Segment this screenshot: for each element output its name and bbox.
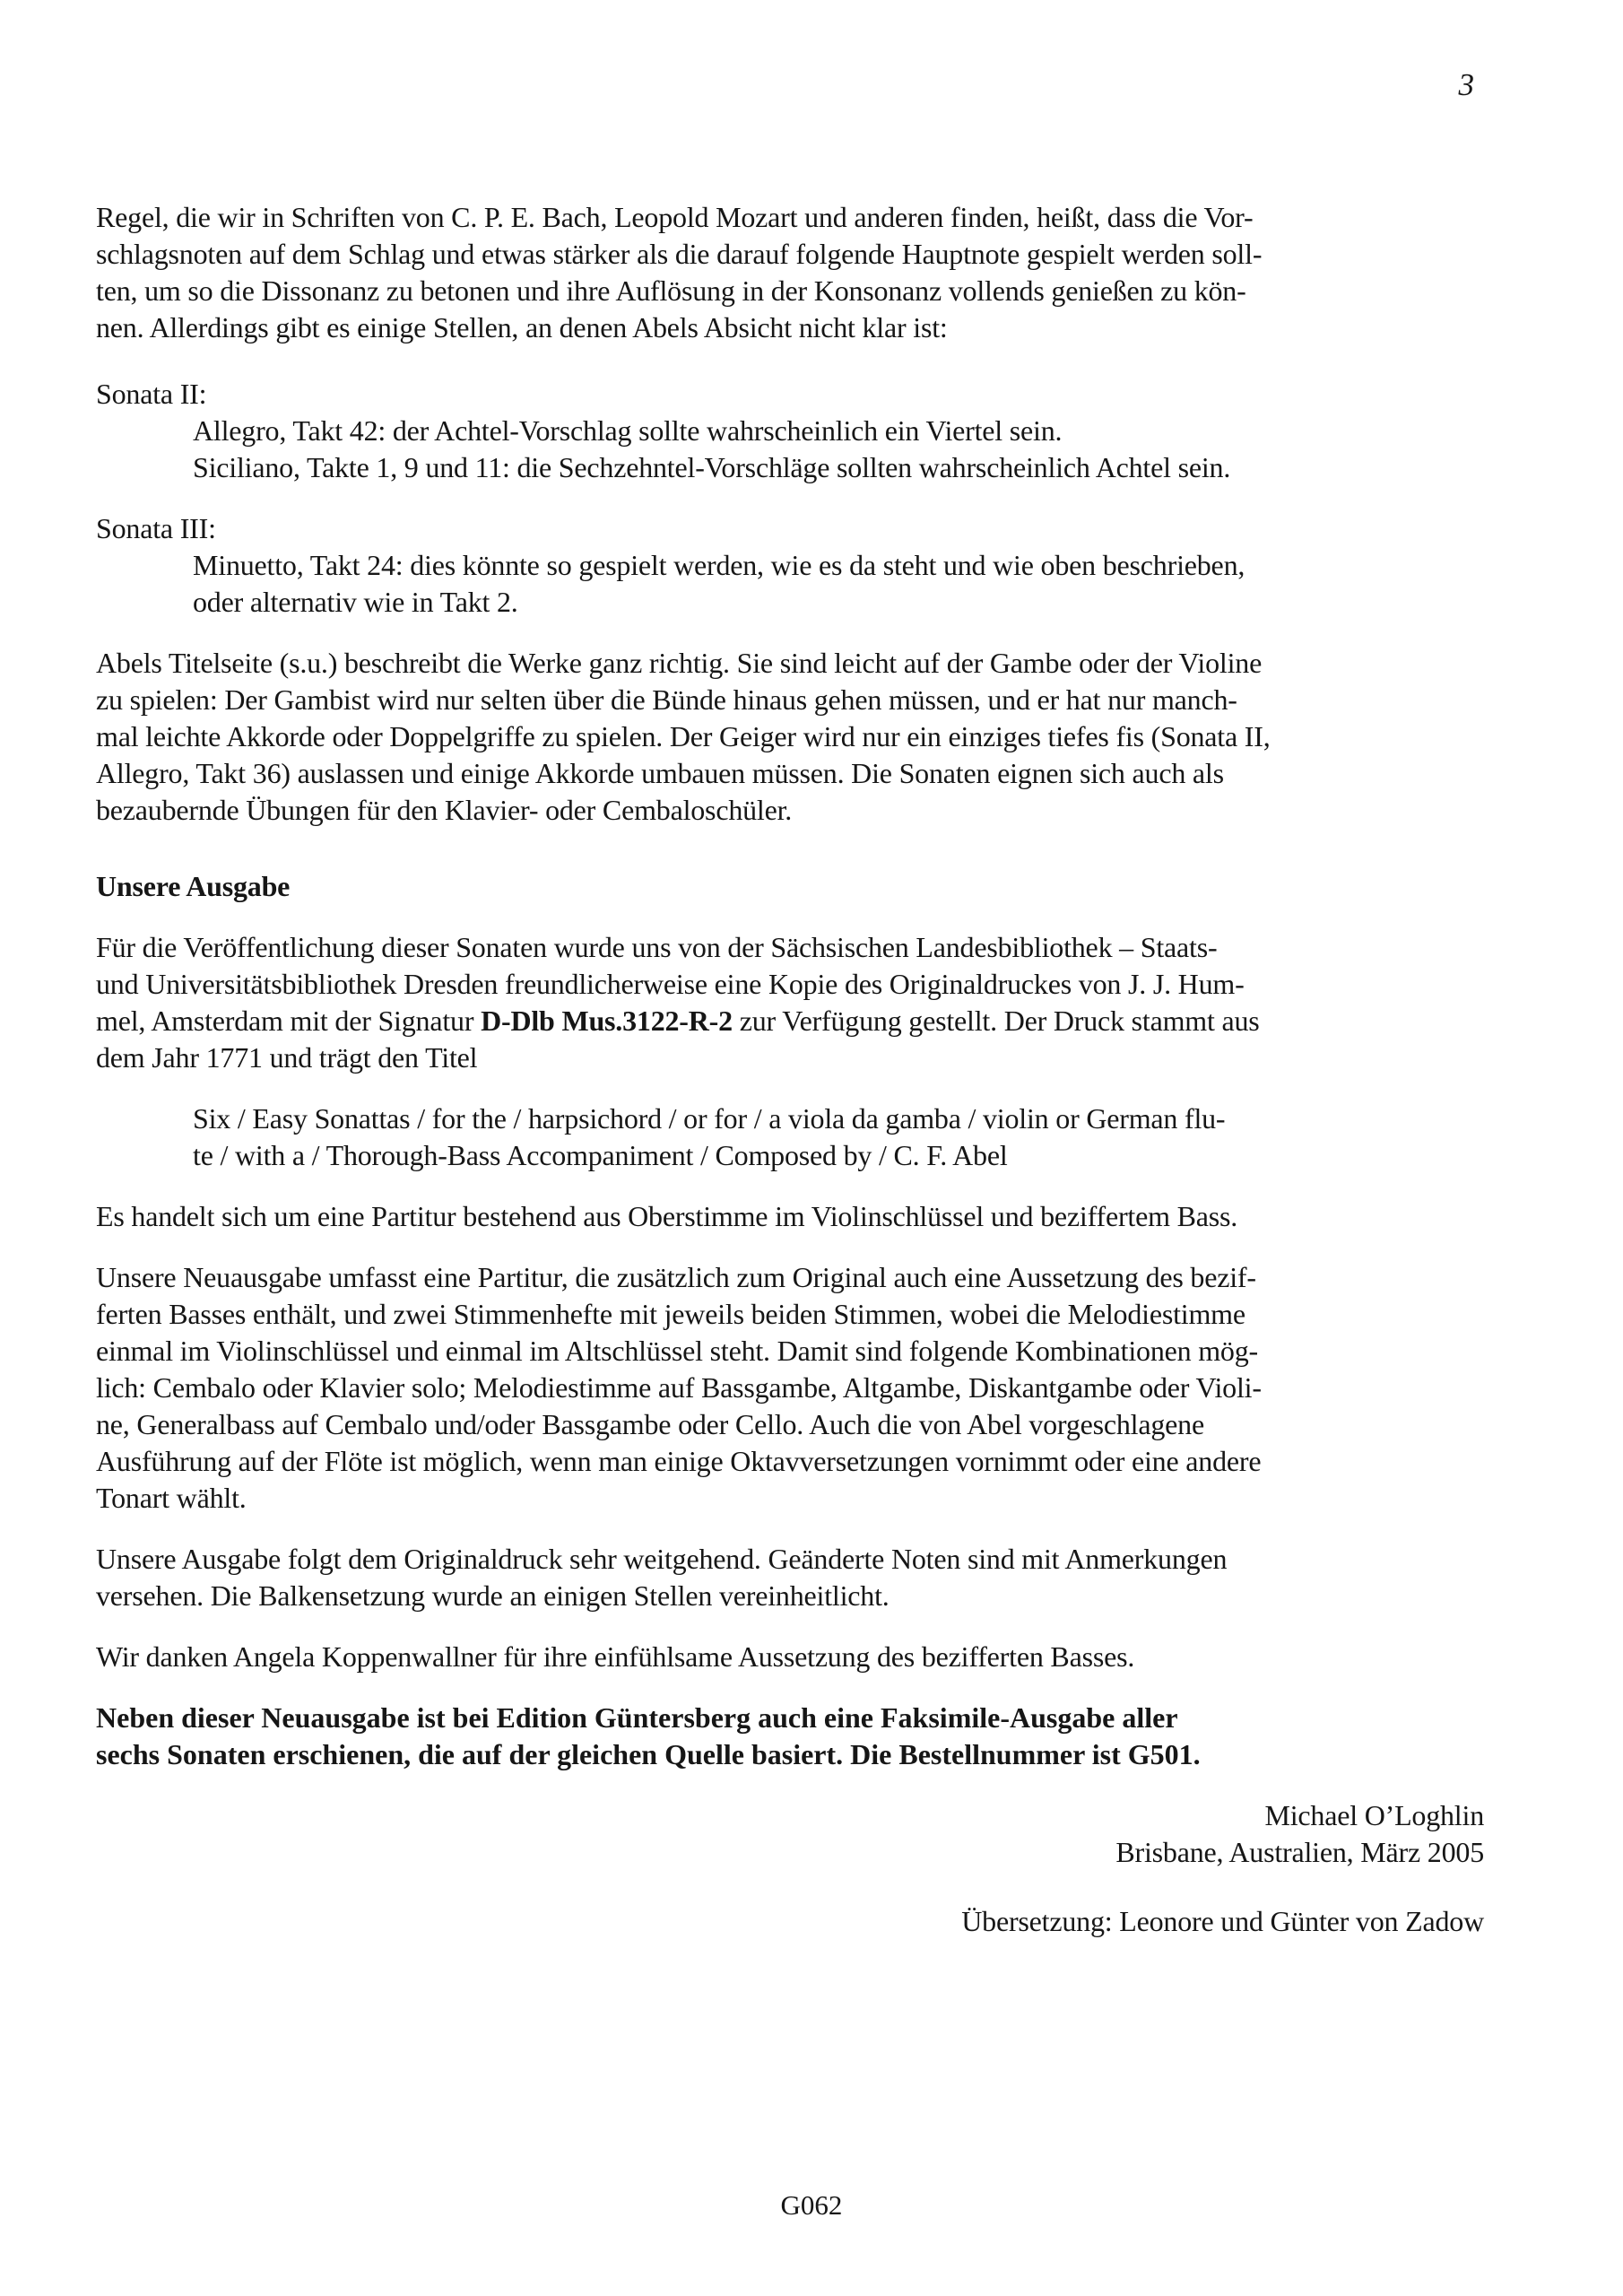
text-line: nen. Allerdings gibt es einige Stellen, an denen Abels Absicht nicht klar ist: [96,311,948,344]
text-line: Unsere Neuausgabe umfasst eine Partitur, die zusätzlich zum Original auch eine Aussetzung des bezif- [96,1261,1256,1293]
text-line: Ausführung auf der Flöte ist möglich, wenn man einige Oktavversetzungen vornimmt oder eine andere [96,1445,1262,1477]
text-line: ten, um so die Dissonanz zu betonen und ihre Auflösung in der Konsonanz vollends genießen zu kön- [96,274,1246,307]
footer-code: G062 [780,2189,843,2221]
sonata3-label: Sonata III: [96,512,216,544]
page-number: 3 [1458,67,1474,102]
text-line: oder alternativ wie in Takt 2. [193,586,518,618]
text-line: Abels Titelseite (s.u.) beschreibt die Werke ganz richtig. Sie sind leicht auf der Gambe oder der Violine [96,647,1263,679]
text-line: Siciliano, Takte 1, 9 und 11: die Sechzehntel-Vorschläge sollten wahrscheinlich Achtel sein. [193,451,1231,483]
paragraph-faksimile [96,1700,1484,1773]
text-line: te / with a / Thorough-Bass Accompaniment / Composed by / C. F. Abel [193,1139,1008,1171]
text-line: bezaubernde Übungen für den Klavier- oder Cembaloschüler. [96,794,793,826]
signature-name: Michael O’Loghlin [1264,1799,1484,1831]
text-line: Tonart wählt. [96,1482,247,1514]
sonata2-section [96,376,1484,486]
text-line: einmal im Violinschlüssel und einmal im Altschlüssel steht. Damit sind folgende Kombinationen mög- [96,1335,1258,1367]
text-line: Regel, die wir in Schriften von C. P. E. Bach, Leopold Mozart und anderen finden, heißt, dass die Vor- [96,201,1254,233]
text-line: dem Jahr 1771 und trägt den Titel [96,1041,478,1074]
text-line: Für die Veröffentlichung dieser Sonaten wurde uns von der Sächsischen Landesbibliothek – Staats- [96,931,1218,963]
text-line: schlagsnoten auf dem Schlag und etwas stärker als die darauf folgende Hauptnote gespielt werden soll- [96,238,1263,270]
page-content [96,199,1484,1940]
paragraph-intro [96,199,1484,346]
text-line: lich: Cembalo oder Klavier solo; Melodiestimme auf Bassgambe, Altgambe, Diskantgambe oder Violi- [96,1371,1262,1404]
title-quote [96,1100,1484,1174]
paragraph-folgt [96,1541,1484,1614]
text-line: Unsere Ausgabe folgt dem Originaldruck sehr weitgehend. Geänderte Noten sind mit Anmerkungen [96,1543,1228,1575]
paragraph-source [96,929,1484,1076]
text-line: ne, Generalbass auf Cembalo und/oder Bassgambe oder Cello. Auch die von Abel vorgeschlagene [96,1408,1204,1440]
text-line: Six / Easy Sonattas / for the / harpsichord / or for / a viola da gamba / violin or German flu- [193,1102,1226,1135]
sonata3-section [96,510,1484,621]
text-segment: zur Verfügung gestellt. Der Druck stammt aus [732,1004,1260,1037]
section-heading: Unsere Ausgabe [96,870,291,902]
text-line: versehen. Die Balkensetzung wurde an einigen Stellen vereinheitlicht. [96,1579,890,1612]
signature-place-date: Brisbane, Australien, März 2005 [1115,1836,1484,1868]
text-line: Allegro, Takt 42: der Achtel-Vorschlag sollte wahrscheinlich ein Viertel sein. [193,414,1063,447]
paragraph-titelseite [96,645,1484,829]
sonata2-items [96,413,1484,486]
paragraph-dank: Wir danken Angela Koppenwallner für ihre einfühlsame Aussetzung des bezifferten Basses. [96,1640,1135,1673]
sonata3-items [96,547,1484,621]
text-line: ferten Basses enthält, und zwei Stimmenhefte mit jeweils beiden Stimmen, wobei die Melodiestimme [96,1298,1245,1330]
text-line: sechs Sonaten erschienen, die auf der gleichen Quelle basiert. Die Bestellnummer ist G501. [96,1738,1201,1770]
text-line [96,1003,1484,1039]
signature-code: D-Dlb Mus.3122-R-2 [481,1004,733,1037]
translation-credit: Übersetzung: Leonore und Günter von Zadow [961,1905,1484,1937]
text-line: Minuetto, Takt 24: dies könnte so gespielt werden, wie es da steht und wie oben beschrieben, [193,549,1245,581]
sonata2-label: Sonata II: [96,378,207,410]
text-line: Allegro, Takt 36) auslassen und einige Akkorde umbauen müssen. Die Sonaten eignen sich auch als [96,757,1224,789]
text-line: Neben dieser Neuausgabe ist bei Edition Güntersberg auch eine Faksimile-Ausgabe aller [96,1701,1178,1734]
text-segment: mel, Amsterdam mit der Signatur [96,1004,482,1037]
text-line: und Universitätsbibliothek Dresden freundlicherweise eine Kopie des Originaldruckes von J. J. Hum- [96,968,1245,1000]
paragraph-neuausgabe [96,1259,1484,1517]
signature-block [96,1797,1484,1871]
paragraph-partitur: Es handelt sich um eine Partitur bestehend aus Oberstimme im Violinschlüssel und beziffertem Bass. [96,1200,1238,1232]
text-line: zu spielen: Der Gambist wird nur selten über die Bünde hinaus gehen müssen, und er hat nur manch- [96,683,1237,716]
text-line: mal leichte Akkorde oder Doppelgriffe zu spielen. Der Geiger wird nur ein einziges tiefes fis (Sonata II, [96,720,1271,752]
